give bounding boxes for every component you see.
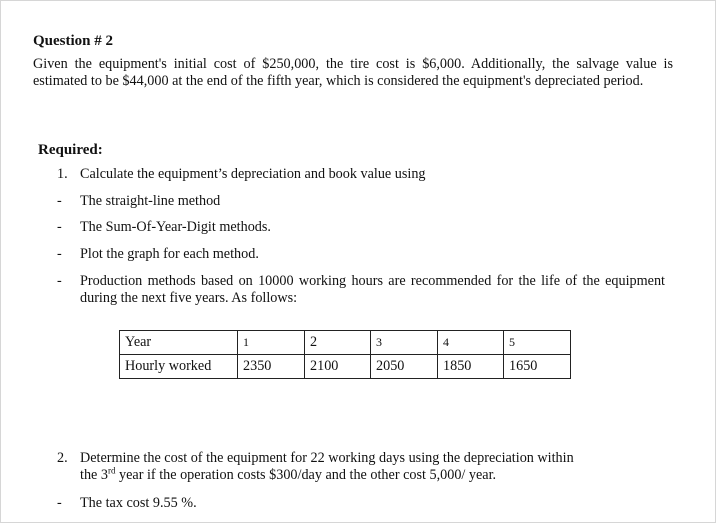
- subitem-plot: Plot the graph for each method.: [80, 246, 259, 262]
- subitem-tax: The tax cost 9.55 %.: [80, 495, 197, 511]
- table-cell-hours: 2050: [371, 355, 438, 379]
- table-cell-year: 3: [371, 331, 438, 355]
- table-cell-hours: 2350: [238, 355, 305, 379]
- table-cell-year: 2: [305, 331, 371, 355]
- bullet-dash: -: [57, 495, 62, 511]
- bullet-dash: -: [57, 193, 62, 209]
- item-2-line2-start: the 3: [80, 467, 108, 483]
- item-1-number: 1.: [57, 166, 68, 182]
- subitem-syd: The Sum-Of-Year-Digit methods.: [80, 219, 271, 235]
- table-cell-year: 4: [438, 331, 504, 355]
- table-cell-year-label: Year: [120, 331, 238, 355]
- ordinal-suffix: rd: [107, 465, 116, 476]
- table-cell-hours: 1850: [438, 355, 504, 379]
- table-cell-hours-label: Hourly worked: [120, 355, 238, 379]
- table-cell-hours: 1650: [504, 355, 571, 379]
- subitem-straight-line: The straight-line method: [80, 193, 221, 209]
- item-1-text: Calculate the equipment’s depreciation and book value using: [80, 166, 426, 182]
- table-cell-year: 5: [504, 331, 571, 355]
- item-2-text-line1: Determine the cost of the equipment for 22 working days using the depreciation within: [80, 450, 574, 466]
- bullet-dash: -: [57, 273, 62, 289]
- bullet-dash: -: [57, 246, 62, 262]
- table-cell-hours: 2100: [305, 355, 371, 379]
- question-title: Question # 2: [33, 33, 114, 49]
- table-row: [120, 331, 571, 355]
- item-2-text-line2: [80, 467, 496, 484]
- question-intro: Given the equipment's initial cost of $250,000, the tire cost is $6,000. Additionally, the salvage value is estimated to be $44,000 at the end of the fifth year, which is considered the equipment's depreciated period.: [33, 56, 673, 89]
- hours-table: [119, 330, 571, 379]
- item-2-number: 2.: [57, 450, 68, 466]
- item-2-line2-end: year if the operation costs $300/day and the other cost 5,000/ year.: [115, 467, 497, 483]
- required-heading: Required:: [38, 142, 103, 158]
- table-row: [120, 355, 571, 379]
- bullet-dash: -: [57, 219, 62, 235]
- table-cell-year: 1: [238, 331, 305, 355]
- subitem-production: Production methods based on 10000 working hours are recommended for the life of the equipment during the next five years. As follows:: [80, 273, 665, 306]
